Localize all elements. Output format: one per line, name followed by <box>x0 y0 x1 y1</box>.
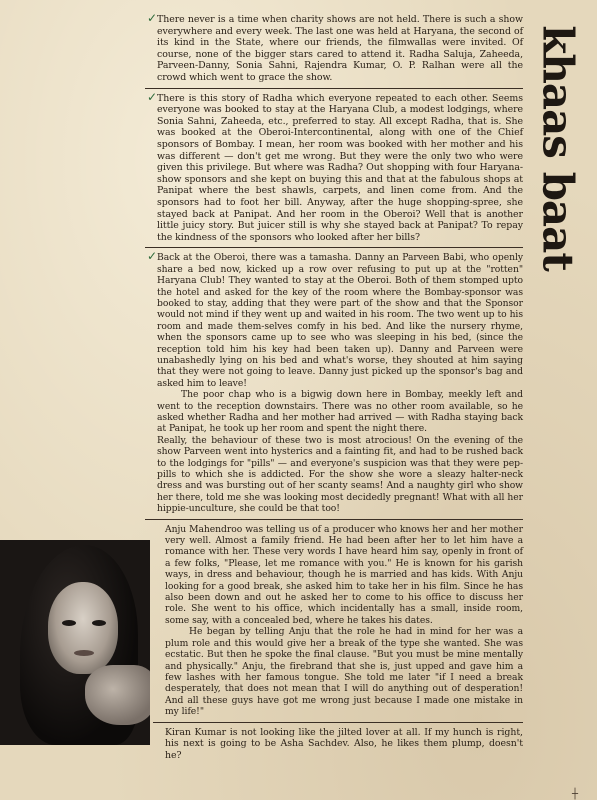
photo-face <box>48 582 118 674</box>
checkmark-icon: ✓ <box>147 249 158 264</box>
column-title: khaas baat <box>533 25 583 271</box>
portrait-photo <box>0 540 150 745</box>
item-oberoi-tamasha <box>145 249 523 519</box>
photo-eye-left <box>62 620 76 626</box>
checkmark-icon: ✓ <box>147 11 158 25</box>
paragraph: Anju Mahendroo was telling us of a producer who knows her and her mother very well. Almost a family friend. He had been after her to let him have a romance with her. These very words I have heard him say, openly in front of a few folks, "Please, let me romance with you." He is known for his garish ways, in dress and behaviour, though he is married and has kids. With Anju looking for a good break, she asked him to take her in his film. Since he has also been down and out he asked her to come to his office to discuss her role. She went to his office, which incidentally has a small, inside room, some say, with a concealed bed, where he takes his dates. <box>165 523 523 626</box>
paragraph: There is this story of Radha which everyone repeated to each other. Seems everyone was booked to stay at the Haryana Club, a modest lodgings, where Sonia Sahni, Zaheeda, etc., preferred to stay. All except Radha, that is. She was booked at the Oberoi-Intercontinental, along with one of the Chief sponsors of Bombay. I mean, her room was booked with her mother and his was different — don't get me wrong. But they were the only two who were given this privilege. But where was Radha? Out shopping with four Haryana-show sponsors and she kept on buying this and that at the fabulous shops at Panipat where the best shawls, carpets, and linen come from. And the sponsors had to foot her bill. Anyway, after the huge shopping-spree, she stayed back at Panipat. And her room in the Oberoi? Well that is another little juicy story. But juicer still is why she stayed back at Panipat? To repay the kindness of the sponsors who looked after her bills? <box>157 92 523 243</box>
paragraph: There never is a time when charity shows are not held. There is such a show everywhere and every week. The last one was held at Haryana, the second of its kind in the State, where our friends, the filmwallas were invited. Of course, none of the bigger stars cared to attend it. Radha Saluja, Zaheeda, Parveen-Danny, Sonia Sahni, Rajendra Kumar, O. P. Ralhan were all the crowd which went to grace the show. <box>157 14 523 83</box>
gossip-column <box>145 11 523 769</box>
paragraph: Kiran Kumar is not looking like the jilted lover at all. If my hunch is right, his next is going to be Asha Sachdev. Also, he likes them plump, doesn't he? <box>165 726 523 761</box>
paragraph: The poor chap who is a bigwig down here in Bombay, meekly left and went to the reception downstairs. There was no other room available, so he asked whether Radha and her mother had arrived — with Radha staying back at Panipat, he took up her room and spent the night there. <box>157 389 523 435</box>
column-title-block <box>528 18 588 278</box>
photo-eye-right <box>92 620 106 626</box>
paragraph: Back at the Oberoi, there was a tamasha. Danny an Parveen Babi, who openly share a bed now, kicked up a row over refusing to put up at the "rotten" Haryana Club! They wanted to stay at the Oberoi. Both of them stomped upto the hotel and asked for the key of the room where the Bombay-sponsor was booked to stay, adding that they were part of the show and that the Sponsor would not mind if they went up and waited in his room. The two went up to his room and made them-selves comfy in his bed. And like the nursery rhyme, when the sponsors came up to see who was sleeping in his bed, (since the reception told him his key had been taken up). Danny and Parveen were unabashedly lying on his bed and what's worse, they shouted at him saying that they were not going to leave. Danny just picked up the sponsor's bag and asked him to leave! <box>157 252 523 389</box>
checkmark-icon: ✓ <box>147 89 158 104</box>
registration-mark-icon: ┼ <box>572 789 579 800</box>
item-radha-story <box>145 89 523 249</box>
item-kiran-kumar <box>153 727 523 766</box>
paragraph: He began by telling Anju that the role he had in mind for her was a plum role and this would give her a break of the type she wanted. She was ecstatic. But then he spoke the final clause. "But you must be mine mentally and physically." Anju, the firebrand that she is, just upped and gave him a few lashes with her famous tongue. She told me later "if I need a break desperately, that does not mean that I will do anything out of desperation! And all these guys have got me wrong just because I made one mistake in my life!" <box>165 626 523 718</box>
photo-hand <box>85 665 150 725</box>
paragraph: Really, the behaviour of these two is most atrocious! On the evening of the show Parveen went into hysterics and a fainting fit, and had to be rushed back to the lodgings for "pills" — and everyone's suspicion was that they were pep-pills to which she is addicted. For the show she wore a sleazy halter-neck dress and was bursting out of her scanty seams! And a naughty girl who show her there, told me she was looking most decidedly pregnant! What with all her hippie-unculture, she could be that too! <box>157 434 523 515</box>
item-charity-shows <box>145 11 523 89</box>
photo-lips <box>74 650 94 656</box>
item-anju-mahendroo <box>153 524 523 723</box>
